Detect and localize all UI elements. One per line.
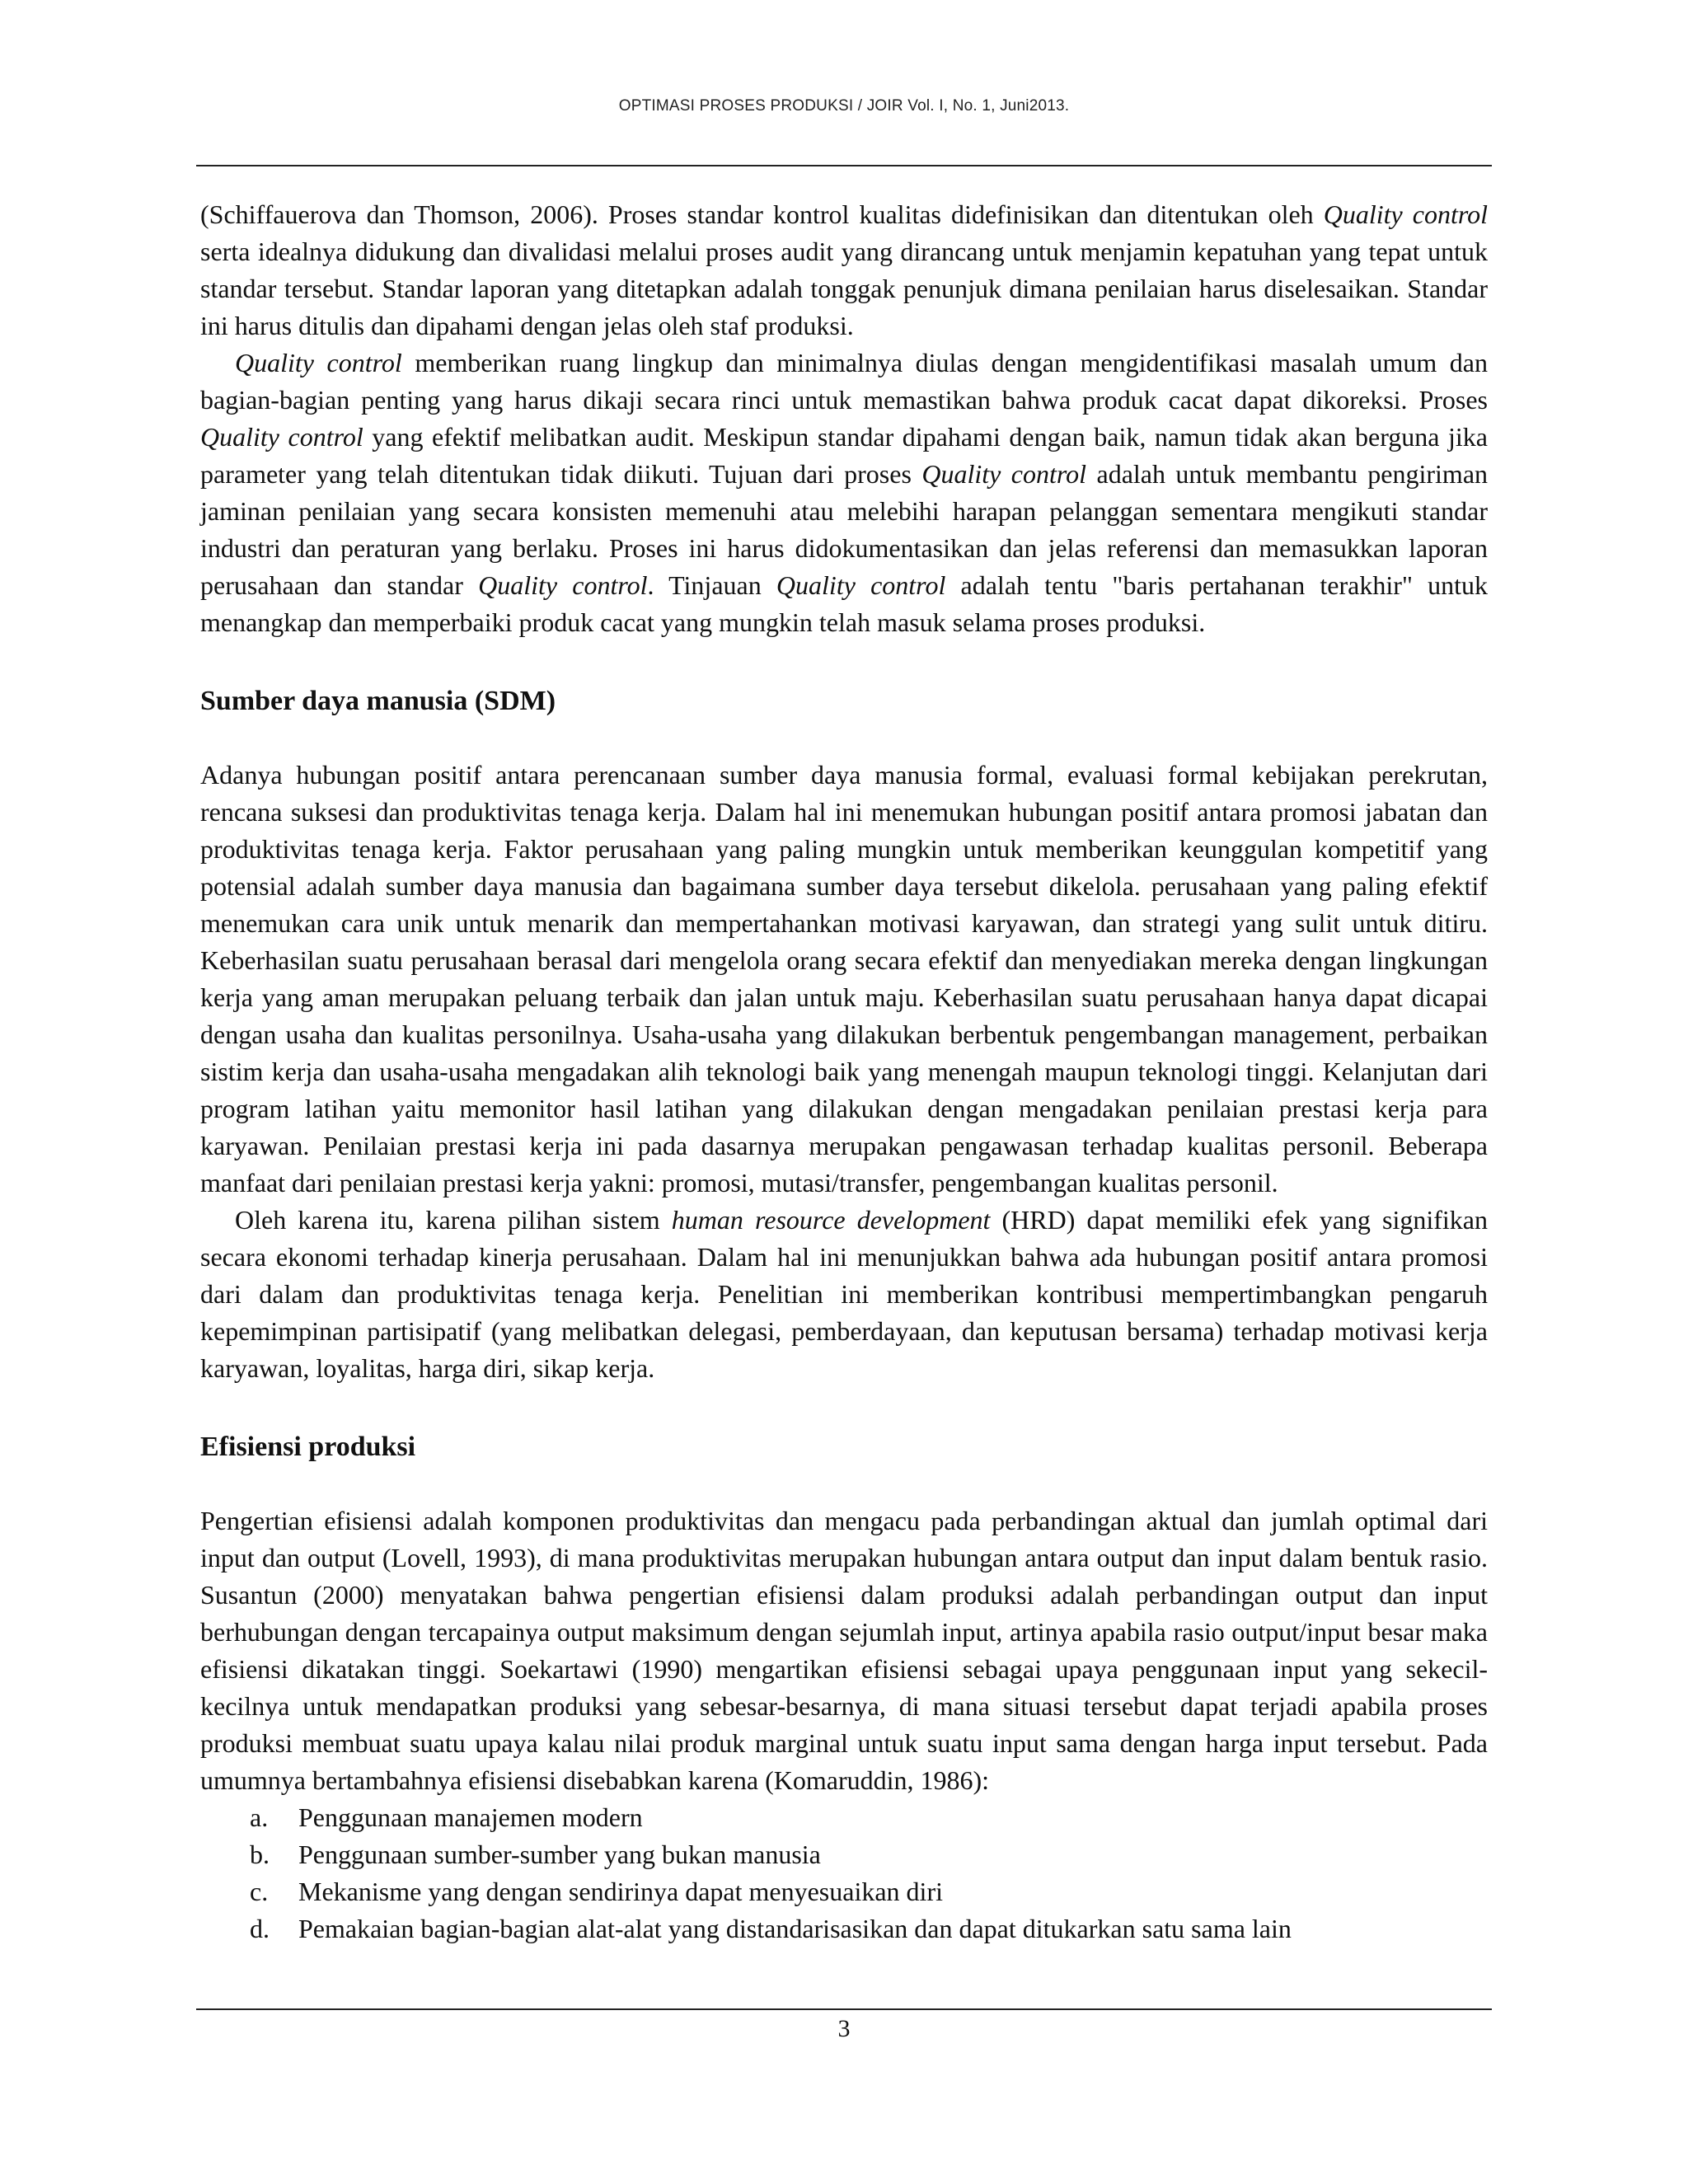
footer-rule bbox=[196, 2008, 1492, 2010]
paragraph-quality-control-scope: Quality control memberikan ruang lingkup dan minimalnya diulas dengan mengidentifikasi masalah umum dan bagian-bagian penting yang harus dikaji secara rinci untuk memastikan bahwa produk cacat dapat dikoreksi. Proses Quality control yang efektif melibatkan audit. Meskipun standar dipahami dengan baik, namun tidak akan berguna jika parameter yang telah ditentukan tidak diikuti. Tujuan dari proses Quality control adalah untuk membantu pengiriman jaminan penilaian yang secara konsisten memenuhi atau melebihi harapan pelanggan sementara mengikuti standar industri dan peraturan yang berlaku. Proses ini harus didokumentasikan dan jelas referensi dan memasukkan laporan perusahaan dan standar Quality control. Tinjauan Quality control adalah tentu "baris pertahanan terakhir" untuk menangkap dan memperbaiki produk cacat yang mungkin telah masuk selama proses produksi. bbox=[200, 348, 1489, 637]
paragraph-sdm-hrd: Oleh karena itu, karena pilihan sistem human resource development (HRD) dapat memiliki efek yang signifikan secara ekonomi terhadap kinerja perusahaan. Dalam hal ini menunjukkan bahwa ada hubungan positif antara promosi dari dalam dan produktivitas tenaga kerja. Penelitian ini memberikan kontribusi mempertimbangkan pengaruh kepemimpinan partisipatif (yang melibatkan delegasi, pemberdayaan, dan keputusan bersama) terhadap motivasi kerja karyawan, loyalitas, harga diri, sikap kerja. bbox=[200, 1205, 1489, 1383]
header-rule bbox=[196, 165, 1492, 166]
page-number: 3 bbox=[837, 2015, 851, 2042]
paragraph-quality-control-intro: (Schiffauerova dan Thomson, 2006). Proses standar kontrol kualitas didefinisikan dan ditentukan oleh Quality control serta idealnya didukung dan divalidasi melalui proses audit yang dirancang untuk menjamin kepatuhan yang tepat untuk standar tersebut. Standar laporan yang ditetapkan adalah tonggak penunjuk dimana penilaian harus diselesaikan. Standar ini harus ditulis dan dipahami dengan jelas oleh staf produksi. bbox=[200, 199, 1489, 340]
list-item: d. Pemakaian bagian-bagian alat-alat yang distandarisasikan dan dapat ditukarkan satu sama lain bbox=[250, 1914, 1292, 1943]
list-item: c. Mekanisme yang dengan sendirinya dapat menyesuaikan diri bbox=[250, 1877, 943, 1906]
body-content bbox=[200, 196, 1488, 1947]
section-heading-efisiensi: Efisiensi produksi bbox=[200, 1432, 416, 1462]
running-header: OPTIMASI PROSES PRODUKSI / JOIR Vol. I, No. 1, Juni2013. bbox=[618, 97, 1070, 115]
paragraph-efisiensi: Pengertian efisiensi adalah komponen produktivitas dan mengacu pada perbandingan aktual dan jumlah optimal dari input dan output (Lovell, 1993), di mana produktivitas merupakan hubungan antara output dan input dalam bentuk rasio. Susantun (2000) menyatakan bahwa pengertian efisiensi dalam produksi adalah perbandingan output dan input berhubungan dengan tercapainya output maksimum dengan sejumlah input, artinya apabila rasio output/input besar maka efisiensi dikatakan tinggi. Soekartawi (1990) mengartikan efisiensi sebagai upaya penggunaan input yang sekecil-kecilnya untuk mendapatkan produksi yang sebesar-besarnya, di mana situasi tersebut dapat terjadi apabila proses produksi membuat suatu upaya kalau nilai produk marginal untuk suatu input sama dengan harga input tersebut. Pada umumnya bertambahnya efisiensi disebabkan karena (Komaruddin, 1986): bbox=[200, 1506, 1488, 1795]
list-item: b. Penggunaan sumber-sumber yang bukan manusia bbox=[250, 1840, 821, 1869]
section-heading-sdm: Sumber daya manusia (SDM) bbox=[200, 686, 556, 716]
efficiency-factors-list bbox=[200, 1799, 1488, 1947]
paragraph-sdm-main: Adanya hubungan positif antara perencanaan sumber daya manusia formal, evaluasi formal kebijakan perekrutan, rencana suksesi dan produktivitas tenaga kerja. Dalam hal ini menemukan hubungan positif antara promosi jabatan dan produktivitas tenaga kerja. Faktor perusahaan yang paling mungkin untuk memberikan keunggulan kompetitif yang potensial adalah sumber daya manusia dan bagaimana sumber daya tersebut dikelola. perusahaan yang paling efektif menemukan cara unik untuk menarik dan mempertahankan motivasi karyawan, dan strategi yang sulit untuk ditiru. Keberhasilan suatu perusahaan berasal dari mengelola orang secara efektif dan menyediakan mereka dengan lingkungan kerja yang aman merupakan peluang terbaik dan jalan untuk maju. Keberhasilan suatu perusahaan hanya dapat dicapai dengan usaha dan kualitas personilnya. Usaha-usaha yang dilakukan berbentuk pengembangan management, perbaikan sistim kerja dan usaha-usaha mengadakan alih teknologi baik yang menengah maupun teknologi tinggi. Kelanjutan dari program latihan yaitu memonitor hasil latihan yang dilakukan dengan mengadakan penilaian prestasi kerja para karyawan. Penilaian prestasi kerja ini pada dasarnya merupakan pengawasan terhadap kualitas personil. Beberapa manfaat dari penilaian prestasi kerja yakni: promosi, mutasi/transfer, pengembangan kualitas personil. bbox=[200, 760, 1488, 1197]
list-item: a. Penggunaan manajemen modern bbox=[250, 1802, 643, 1832]
